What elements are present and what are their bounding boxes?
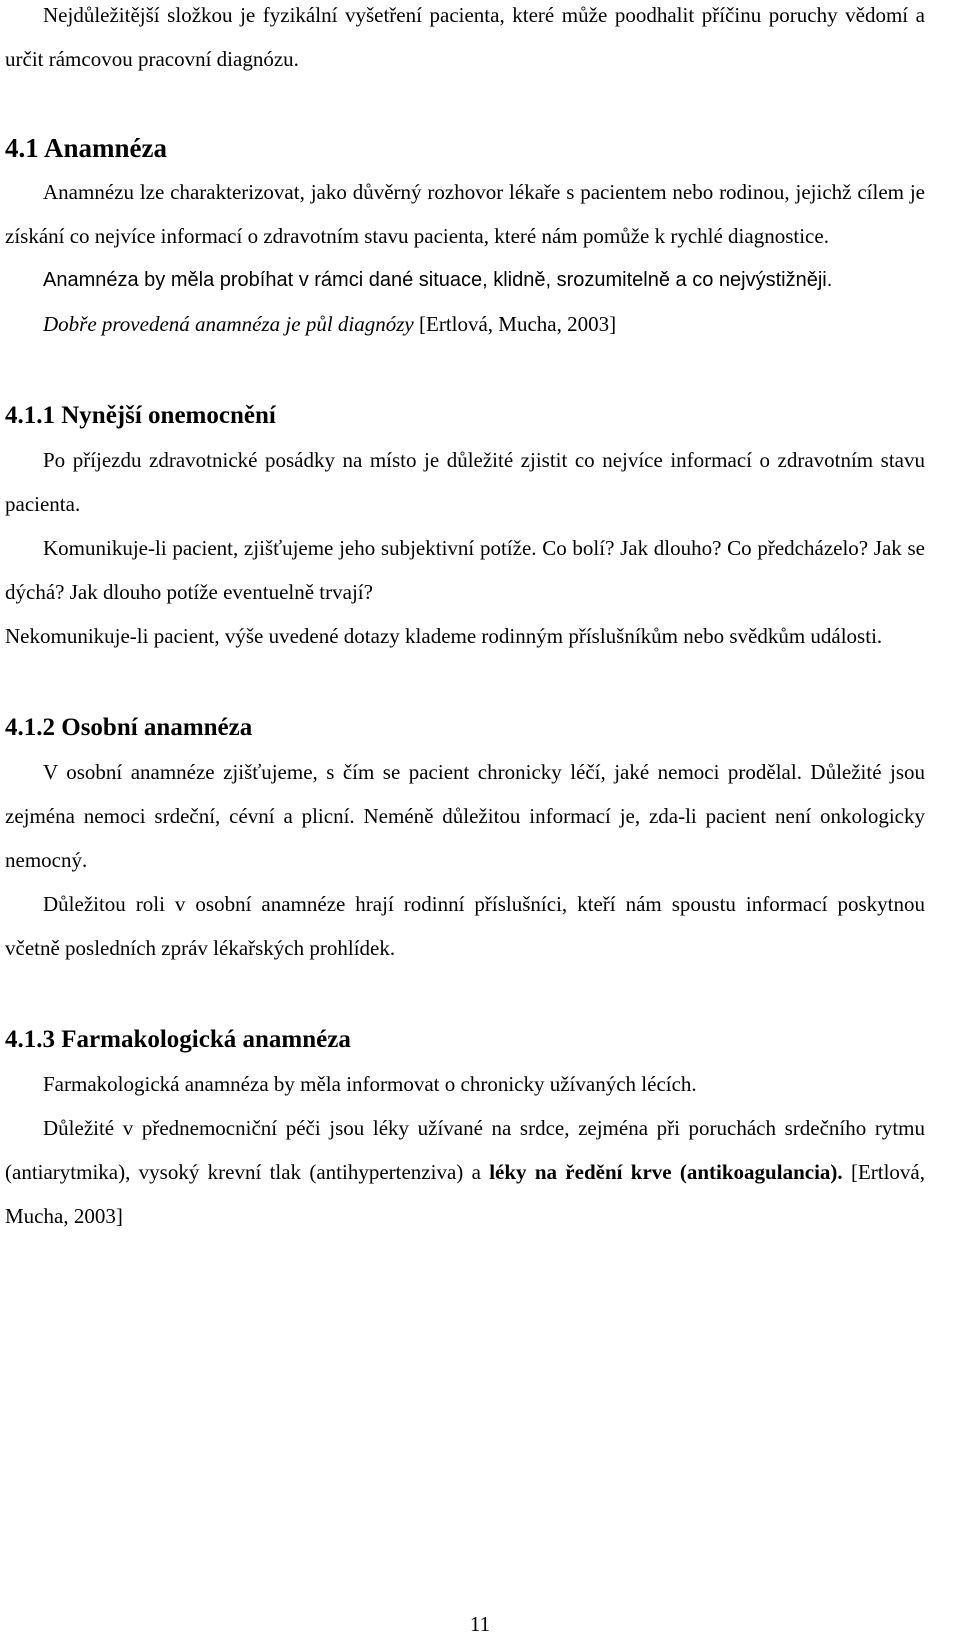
personal-history-paragraph-2: Důležitou roli v osobní anamnéze hrají rodinní příslušníci, kteří nám spoustu informací poskytnou včetně posledních zpráv lékařských prohlídek.: [5, 892, 925, 960]
intro-paragraph: Nejdůležitější složkou je fyzikální vyšetření pacienta, které může poodhalit příčinu poruchy vědomí a určit rámcovou pracovní diagnózu.: [5, 3, 925, 71]
anamneza-quote: [5, 302, 925, 346]
anticoagulant-emphasis: léky na ředění krve (antikoagulancia).: [489, 1160, 843, 1184]
section-heading-4-1: 4.1 Anamnéza: [5, 133, 167, 163]
pharmacological-text: Důležité v přednemocniční péči jsou léky užívané na srdce, zejména při poruchách srdečního rytmu (antiarytmika), vysoký krevní tlak (antihypertenziva) a: [5, 1116, 925, 1184]
section-heading-4-1-1: 4.1.1 Nynější onemocnění: [5, 402, 276, 429]
anamneza-paragraph-1: Anamnézu lze charakterizovat, jako důvěrný rozhovor lékaře s pacientem nebo rodinou, jejichž cílem je získání co nejvíce informací o zdravotním stavu pacienta, které nám pomůže k rychlé diagnostice.: [5, 180, 925, 248]
quote-italic-text: Dobře provedená anamnéza je půl diagnózy: [43, 312, 414, 336]
page-number: 11: [469, 1612, 491, 1636]
anamneza-paragraph-2: Anamnéza by měla probíhat v rámci dané situace, klidně, srozumitelně a co nejvýstižněji.: [43, 269, 833, 291]
section-heading-4-1-2: 4.1.2 Osobní anamnéza: [5, 714, 253, 741]
current-illness-paragraph-2: Komunikuje-li pacient, zjišťujeme jeho subjektivní potíže. Co bolí? Jak dlouho? Co předcházelo? Jak se dýchá? Jak dlouho potíže eventuelně trvají?: [5, 536, 925, 604]
pharmacological-citation: [Ertlová, Mucha, 2003]: [5, 1160, 926, 1228]
current-illness-paragraph-3: Nekomunikuje-li pacient, výše uvedené dotazy klademe rodinným příslušníkům nebo svědkům události.: [5, 624, 883, 648]
section-heading-4-1-3: 4.1.3 Farmakologická anamnéza: [5, 1026, 351, 1053]
pharmacological-paragraph-2: [5, 1106, 925, 1238]
quote-citation: [Ertlová, Mucha, 2003]: [413, 312, 617, 336]
document-page: [5, 0, 925, 1238]
personal-history-paragraph-1: V osobní anamnéze zjišťujeme, s čím se pacient chronicky léčí, jaké nemoci prodělal. Důležité jsou zejména nemoci srdeční, cévní a plicní. Neméně důležitou informací je, zda-li pacient není onkologicky nemocný.: [5, 760, 925, 872]
pharmacological-paragraph-1: Farmakologická anamnéza by měla informovat o chronicky užívaných lécích.: [43, 1072, 697, 1096]
current-illness-paragraph-1: Po příjezdu zdravotnické posádky na místo je důležité zjistit co nejvíce informací o zdravotním stavu pacienta.: [5, 448, 925, 516]
